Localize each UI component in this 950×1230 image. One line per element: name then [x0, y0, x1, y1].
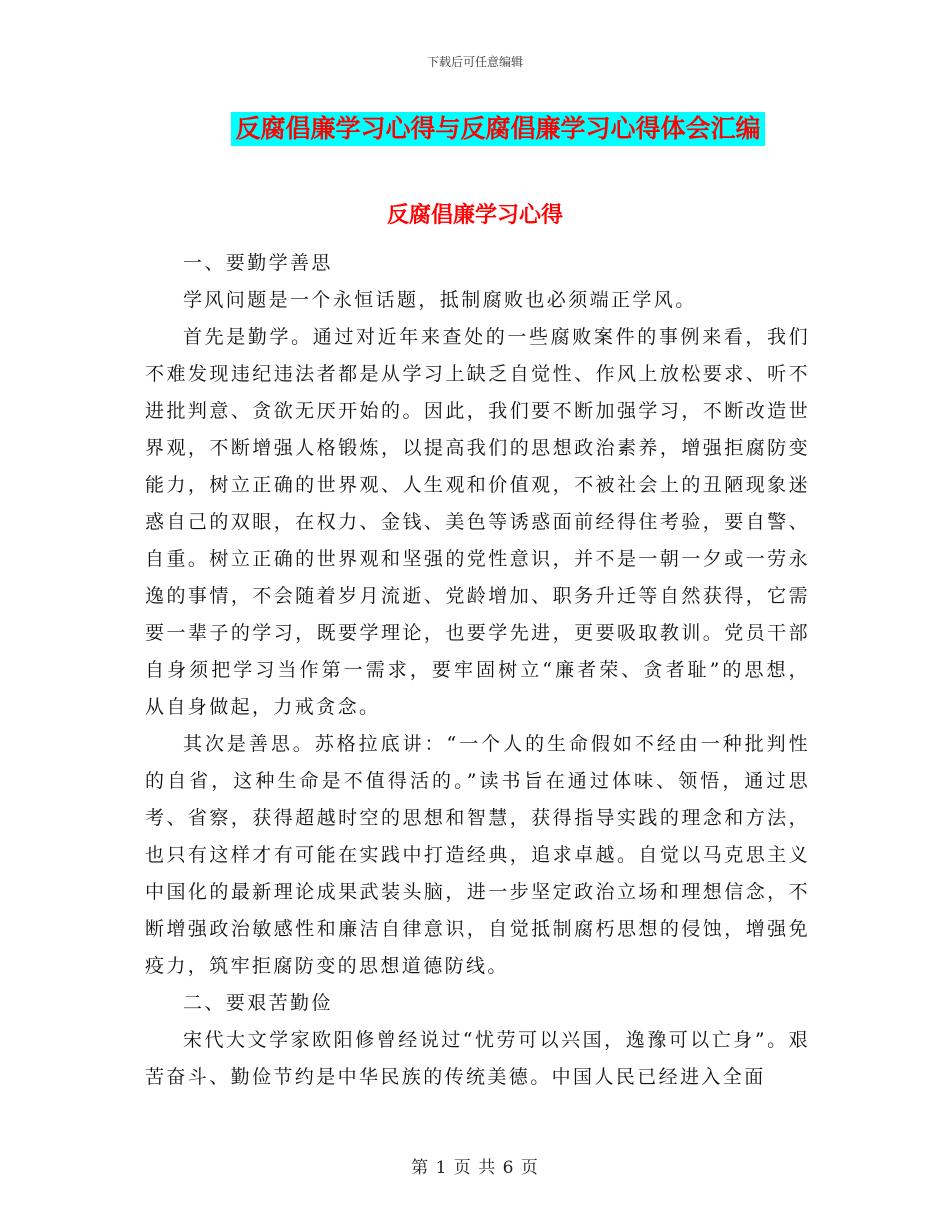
heading-2: 二、要艰苦勤俭 — [183, 992, 333, 1014]
section-title: 反腐倡廉学习心得 — [386, 203, 563, 228]
paragraph: 学风问题是一个永恒话题，抵制腐败也必须端正学风。 — [183, 289, 697, 311]
page-footer: 第 1 页 共 6 页 — [411, 1158, 539, 1178]
heading-1: 一、要勤学善思 — [183, 252, 333, 274]
paragraph: 宋代大文学家欧阳修曾经说过“忧劳可以兴国，逸豫可以亡身”。艰苦奋斗、勤俭节约是中华民族的传统美德。中国人民已经进入全面 — [145, 1029, 810, 1088]
document-title-wrapper — [0, 112, 950, 146]
document-title: 反腐倡廉学习心得与反腐倡廉学习心得体会汇编 — [231, 112, 764, 146]
paragraph: 首先是勤学。通过对近年来查处的一些腐败案件的事例来看，我们不难发现违纪违法者都是从学习上缺乏自觉性、作风上放松要求、听不进批判意、贪欲无厌开始的。因此，我们要不断加强学习，不断改造世界观，不断增强人格锻炼，以提高我们的思想政治素养，增强拒腐防变能力，树立正确的世界观、人生观和价值观，不被社会上的丑陋现象迷惑自己的双眼，在权力、金钱、美色等诱惑面前经得住考验，要自警、自重。树立正确的世界观和坚强的党性意识，并不是一朝一夕或一劳永逸的事情，不会随着岁月流逝、党龄增加、职务升迁等自然获得，它需要一辈子的学习，既要学理论，也要学先进，更要吸取教训。党员干部自身须把学习当作第一需求，要牢固树立“廉者荣、贪者耻”的思想，从自身做起，力戒贪念。 — [145, 326, 810, 718]
header-note: 下载后可任意编辑 — [426, 55, 523, 69]
paragraph: 其次是善思。苏格拉底讲：“一个人的生命假如不经由一种批判性的自省，这种生命是不值得活的。”读书旨在通过体味、领悟，通过思考、省察，获得超越时空的思想和智慧，获得指导实践的理念和方法，也只有这样才有可能在实践中打造经典，追求卓越。自觉以马克思主义中国化的最新理论成果武装头脑，进一步坚定政治立场和理想信念，不断增强政治敏感性和廉洁自律意识，自觉抵制腐朽思想的侵蚀，增强免疫力，筑牢拒腐防变的思想道德防线。 — [145, 733, 810, 977]
document-body — [145, 245, 810, 1096]
